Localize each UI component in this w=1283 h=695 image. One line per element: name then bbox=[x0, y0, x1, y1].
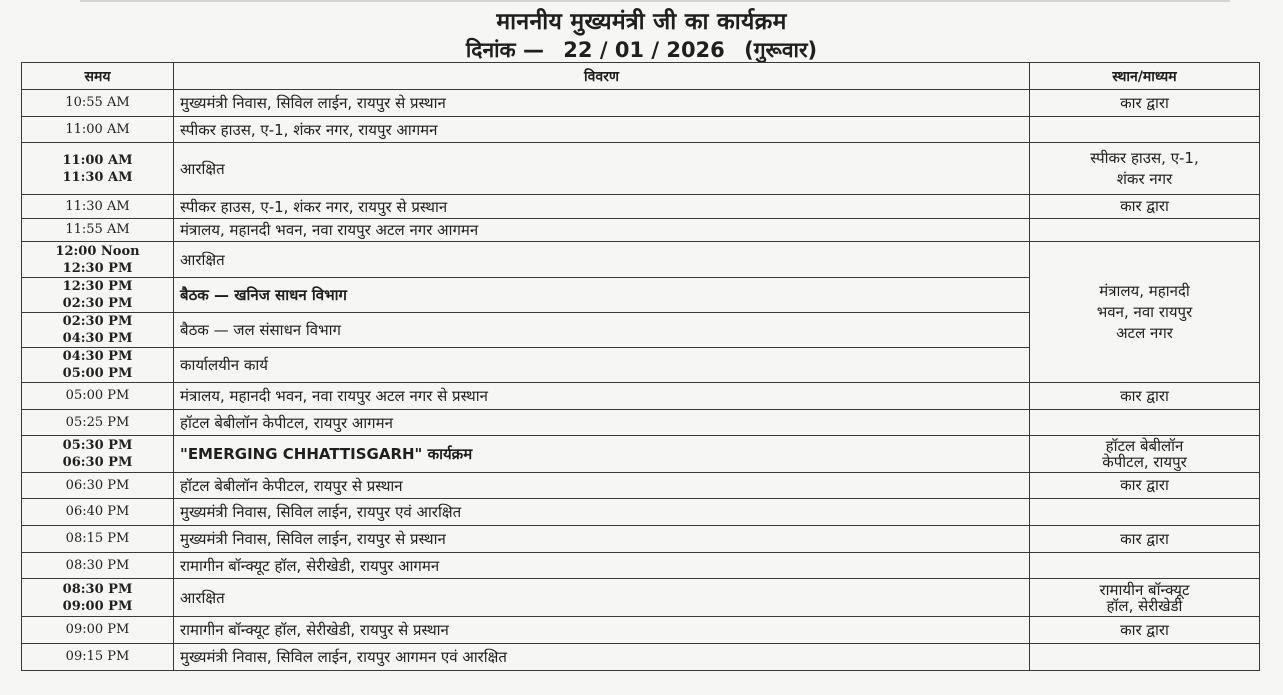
details-cell: हॉटल बेबीलॉन केपीटल, रायपुर आगमन bbox=[174, 410, 1030, 436]
time-end: 05:00 PM bbox=[62, 366, 133, 381]
time-end: 04:30 PM bbox=[62, 331, 133, 346]
place-cell bbox=[1030, 410, 1260, 436]
place-line-1: हॉटल बेबीलॉन bbox=[1105, 437, 1184, 455]
place-cell: कार द्वारा bbox=[1030, 473, 1260, 499]
table-row bbox=[22, 219, 1260, 242]
time-end: 06:30 PM bbox=[62, 455, 133, 470]
place-cell bbox=[1030, 117, 1260, 143]
time-cell: 06:40 PM bbox=[22, 499, 174, 526]
place-cell bbox=[1030, 499, 1260, 526]
time-start: 12:30 PM bbox=[62, 279, 133, 294]
details-cell: स्पीकर हाउस, ए-1, शंकर नगर, रायपुर आगमन bbox=[174, 117, 1030, 143]
details-cell: स्पीकर हाउस, ए-1, शंकर नगर, रायपुर से प्रस्थान bbox=[174, 195, 1030, 219]
time-range-cell bbox=[22, 348, 174, 383]
place-line-2: हॉल, सेरीखेडी bbox=[1106, 596, 1183, 615]
time-cell: 11:30 AM bbox=[22, 195, 174, 219]
table-row bbox=[22, 644, 1260, 671]
time-start: 02:30 PM bbox=[62, 314, 133, 329]
place-cell bbox=[1030, 579, 1260, 617]
details-cell: मुख्यमंत्री निवास, सिविल लाईन, रायपुर एवं आरक्षित bbox=[174, 499, 1030, 526]
time-start: 04:30 PM bbox=[62, 349, 133, 364]
place-cell bbox=[1030, 553, 1260, 579]
time-range-cell bbox=[22, 313, 174, 348]
details-cell: मंत्रालय, महानदी भवन, नवा रायपुर अटल नगर आगमन bbox=[174, 219, 1030, 242]
time-start: 12:00 Noon bbox=[55, 243, 140, 259]
time-range-cell bbox=[22, 143, 174, 195]
table-row bbox=[22, 383, 1260, 410]
time-end: 02:30 PM bbox=[62, 296, 133, 311]
time-range-cell bbox=[22, 579, 174, 617]
place-cell bbox=[1030, 143, 1260, 195]
place-line-1: स्पीकर हाउस, ए-1, bbox=[1090, 148, 1199, 167]
details-cell: मुख्यमंत्री निवास, सिविल लाईन, रायपुर आगमन एवं आरक्षित bbox=[174, 644, 1030, 671]
time-cell: 10:55 AM bbox=[22, 90, 174, 117]
time-cell: 05:25 PM bbox=[22, 410, 174, 436]
table-row bbox=[22, 579, 1260, 617]
details-cell: कार्यालयीन कार्य bbox=[174, 348, 1030, 383]
table-row bbox=[22, 499, 1260, 526]
time-cell: 09:00 PM bbox=[22, 617, 174, 644]
header-details: विवरण bbox=[174, 63, 1030, 90]
time-start: 05:30 PM bbox=[62, 438, 133, 453]
table-row bbox=[22, 410, 1260, 436]
table-row bbox=[22, 143, 1260, 195]
time-cell: 11:55 AM bbox=[22, 219, 174, 242]
place-line-2: शंकर नगर bbox=[1116, 169, 1173, 188]
table-row bbox=[22, 90, 1260, 117]
schedule-table bbox=[21, 62, 1260, 671]
table-row bbox=[22, 553, 1260, 579]
time-cell: 11:00 AM bbox=[22, 117, 174, 143]
time-end: 09:00 PM bbox=[62, 598, 133, 614]
table-header-row bbox=[22, 63, 1260, 90]
details-cell: आरक्षित bbox=[174, 143, 1030, 195]
date-value: 22 / 01 / 2026 bbox=[563, 38, 725, 62]
details-cell: आरक्षित bbox=[174, 579, 1030, 617]
place-cell bbox=[1030, 219, 1260, 242]
place-line-1: मंत्रालय, महानदी bbox=[1099, 281, 1190, 300]
place-cell: कार द्वारा bbox=[1030, 617, 1260, 644]
place-cell bbox=[1030, 436, 1260, 473]
details-cell: रामागीन बॉन्क्यूट हॉल, सेरीखेडी, रायपुर से प्रस्थान bbox=[174, 617, 1030, 644]
details-cell: मुख्यमंत्री निवास, सिविल लाईन, रायपुर से प्रस्थान bbox=[174, 90, 1030, 117]
header-place: स्थान/माध्यम bbox=[1030, 63, 1260, 90]
merged-place-cell bbox=[1030, 242, 1260, 383]
time-cell: 05:00 PM bbox=[22, 383, 174, 410]
details-cell: बैठक — खनिज साधन विभाग bbox=[174, 278, 1030, 313]
time-range-cell bbox=[22, 242, 174, 278]
time-cell: 08:30 PM bbox=[22, 553, 174, 579]
place-cell: कार द्वारा bbox=[1030, 90, 1260, 117]
time-cell: 08:15 PM bbox=[22, 526, 174, 553]
place-line-2: भवन, नवा रायपुर bbox=[1096, 302, 1193, 321]
date-label: दिनांक — bbox=[465, 38, 544, 62]
table-row bbox=[22, 436, 1260, 473]
time-range-cell bbox=[22, 278, 174, 313]
place-cell bbox=[1030, 644, 1260, 671]
table-row bbox=[22, 117, 1260, 143]
document-date-line bbox=[0, 36, 1283, 64]
table-row bbox=[22, 195, 1260, 219]
place-line-2: केपीटल, रायपुर bbox=[1102, 453, 1187, 471]
scan-edge bbox=[80, 0, 1230, 2]
details-cell: हॉटल बेबीलॉन केपीटल, रायपुर से प्रस्थान bbox=[174, 473, 1030, 499]
details-cell: मंत्रालय, महानदी भवन, नवा रायपुर अटल नगर से प्रस्थान bbox=[174, 383, 1030, 410]
table-row bbox=[22, 526, 1260, 553]
table-row bbox=[22, 242, 1260, 278]
time-range-cell bbox=[22, 436, 174, 473]
time-end: 12:30 PM bbox=[62, 260, 133, 276]
place-line-3: अटल नगर bbox=[1116, 323, 1173, 342]
details-cell: रामागीन बॉन्क्यूट हॉल, सेरीखेडी, रायपुर आगमन bbox=[174, 553, 1030, 579]
header-time: समय bbox=[22, 63, 174, 90]
place-cell: कार द्वारा bbox=[1030, 195, 1260, 219]
time-start: 08:30 PM bbox=[62, 581, 133, 597]
time-end: 11:30 AM bbox=[62, 169, 133, 185]
place-cell: कार द्वारा bbox=[1030, 526, 1260, 553]
document-title: माननीय मुख्यमंत्री जी का कार्यक्रम bbox=[496, 9, 787, 35]
table-row bbox=[22, 473, 1260, 499]
details-cell: मुख्यमंत्री निवास, सिविल लाईन, रायपुर से प्रस्थान bbox=[174, 526, 1030, 553]
details-cell: "EMERGING CHHATTISGARH" कार्यक्रम bbox=[174, 436, 1030, 473]
place-cell: कार द्वारा bbox=[1030, 383, 1260, 410]
table-row bbox=[22, 617, 1260, 644]
details-cell: बैठक — जल संसाधन विभाग bbox=[174, 313, 1030, 348]
time-start: 11:00 AM bbox=[62, 152, 133, 168]
details-cell: आरक्षित bbox=[174, 242, 1030, 278]
time-cell: 09:15 PM bbox=[22, 644, 174, 671]
time-cell: 06:30 PM bbox=[22, 473, 174, 499]
weekday: (गुरूवार) bbox=[744, 38, 818, 62]
place-line-1: रामायीन बॉन्क्यूट bbox=[1099, 580, 1190, 599]
